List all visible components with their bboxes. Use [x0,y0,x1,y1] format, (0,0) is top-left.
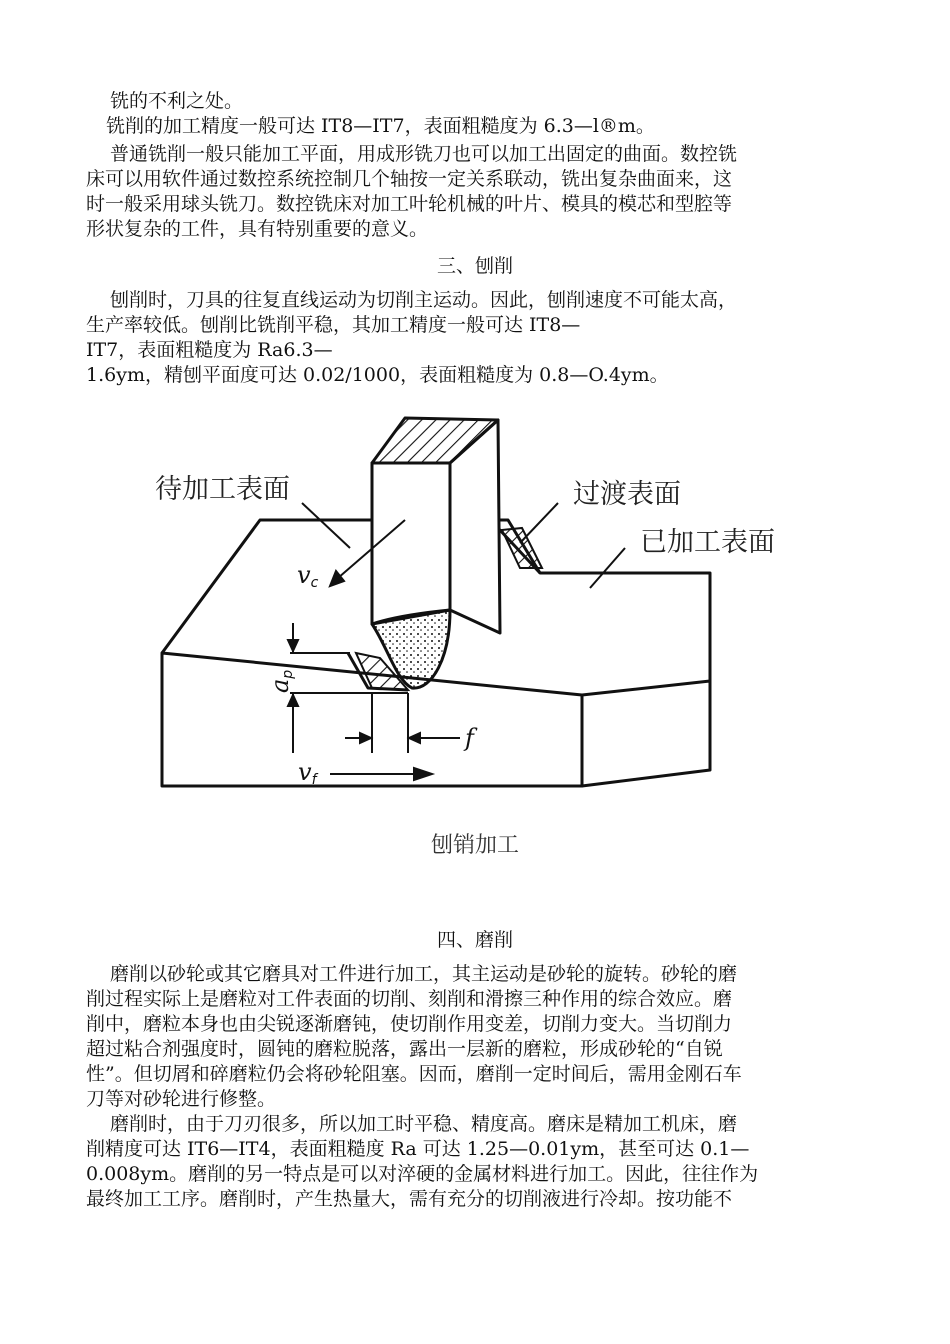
section-heading-grinding: 四、磨削 [436,929,513,951]
label-vf-sub: f [311,772,317,788]
text-line: 削中，磨粒本身也由尖锐逐渐磨钝，使切削作用变差，切削力变大。当切削力 [86,1013,733,1035]
planing-diagram [150,408,800,800]
label-machined-surface: 已加工表面 [640,527,775,558]
text-line: 刨削时，刀具的往复直线运动为切削主运动。因此，刨削速度不可能太高， [110,289,738,311]
text-line: 最终加工工序。磨削时，产生热量大，需有充分的切削液进行冷却。按功能不 [86,1188,733,1210]
text-line: 削精度可达 IT6—IT4，表面粗糙度 Ra 可达 1.25—0.01ym，甚至可达 0.1— [86,1138,750,1160]
label-ap-sub: p [280,669,296,679]
text-line: 形状复杂的工件，具有特别重要的意义。 [86,218,429,240]
transition-hatch [502,528,542,568]
text-line: IT7，表面粗糙度为 Ra6.3— [86,339,333,361]
text-line: 削过程实际上是磨粒对工件表面的切削、刻削和滑擦三种作用的综合效应。磨 [86,988,733,1010]
section-heading-planing: 三、刨削 [436,255,513,277]
text-line: 性”。但切屑和碎磨粒仍会将砂轮阻塞。因而，磨削一定时间后，需用金刚石车 [86,1063,742,1085]
label-vc-main: v [297,561,311,589]
paragraph-milling-disadvantage [86,89,864,114]
text-line: 超过粘合剂强度时，圆钝的磨粒脱落，露出一层新的磨粒，形成砂轮的“自锐 [86,1038,723,1060]
label-vc-sub: c [310,575,319,591]
label-surface-to-machine: 待加工表面 [155,474,290,505]
text-line: 铣的不利之处。 [110,90,244,112]
workpiece-right-face [582,681,710,786]
text-line: 0.008ym。磨削的另一特点是可以对淬硬的金属材料进行加工。因此，往往作为 [86,1163,759,1185]
text-line: 床可以用软件通过数控系统控制几个轴按一定关系联动，铣出复杂曲面来，这 [86,168,733,190]
paragraph-planing [86,288,864,388]
text-line: 普通铣削一般只能加工平面，用成形铣刀也可以加工出固定的曲面。数控铣 [110,143,738,165]
label-ap-main: a [266,678,294,693]
tool-shank-face [372,463,450,624]
cutting-tool [372,418,500,688]
figure-caption: 刨销加工 [430,833,519,858]
text-line: 生产率较低。刨削比铣削平稳，其加工精度一般可达 IT8— [86,314,581,336]
planing-diagram-svg [150,408,800,800]
label-vf-main: v [298,758,312,786]
text-line: 磨削以砂轮或其它磨具对工件进行加工，其主运动是砂轮的旋转。砂轮的磨 [110,963,738,985]
text-line: 铣削的加工精度一般可达 IT8—IT7，表面粗糙度为 6.3—l®m。 [106,115,655,137]
paragraph-milling-precision [86,114,864,139]
paragraph-cnc-milling [86,142,864,242]
text-line: 时一般采用球头铣刀。数控铣床对加工叶轮机械的叶片、模具的模芯和型腔等 [86,193,733,215]
text-line: 磨削时，由于刀刃很多，所以加工时平稳、精度高。磨床是精加工机床，磨 [110,1113,738,1135]
label-transition-surface: 过渡表面 [573,479,681,510]
paragraph-grinding [86,962,864,1212]
text-line: 1.6ym，精刨平面度可达 0.02/1000，表面粗糙度为 0.8—O.4ym。 [86,364,669,386]
text-line: 刀等对砂轮进行修整。 [86,1088,277,1110]
label-vc [297,561,319,591]
label-f: f [465,724,474,752]
